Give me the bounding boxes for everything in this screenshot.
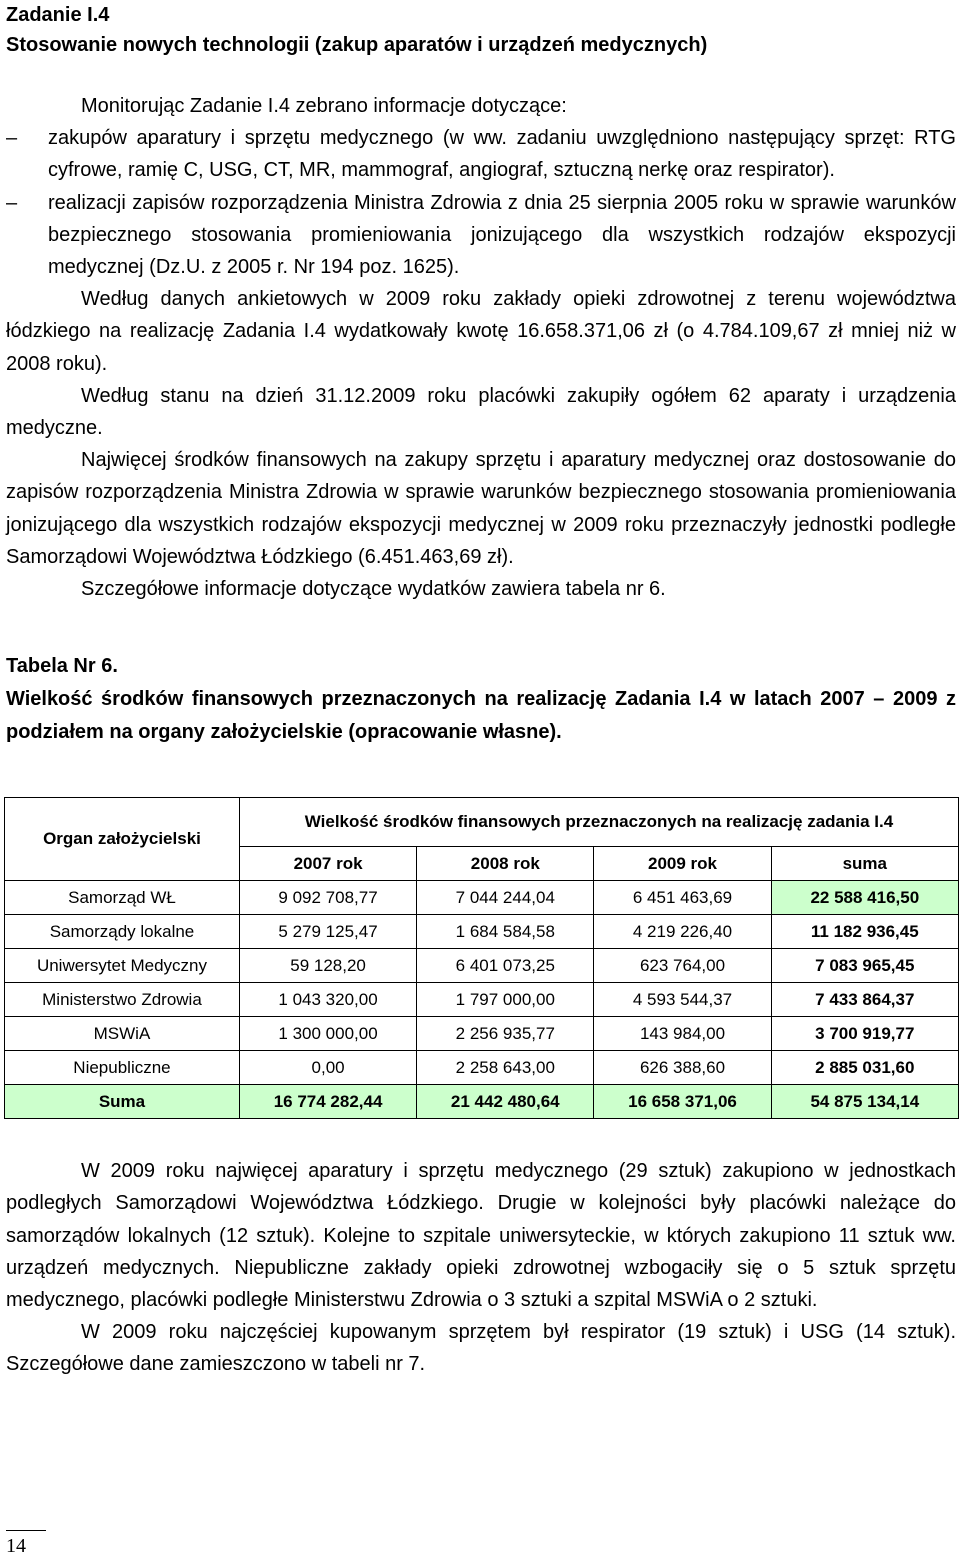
- paragraph-devices-count: Według stanu na dzień 31.12.2009 roku placówki zakupiły ogółem 62 aparaty i urządzenia medyczne.: [6, 384, 956, 440]
- column-header: 2008 rok: [417, 847, 594, 881]
- cell-sum: 3 700 919,77: [771, 1017, 958, 1051]
- paragraph-table-ref: Szczegółowe informacje dotyczące wydatków zawiera tabela nr 6.: [81, 578, 666, 601]
- cell-org: MSWiA: [5, 1017, 240, 1051]
- cell-org: Uniwersytet Medyczny: [5, 949, 240, 983]
- cell-total: 54 875 134,14: [771, 1085, 958, 1119]
- cell-total: 21 442 480,64: [417, 1085, 594, 1119]
- task-title: Zadanie I.4: [6, 4, 110, 26]
- table-caption: Wielkość środków finansowych przeznaczonych na realizację Zadania I.4 w latach 2007 – 2009 z podziałem na organy założycielskie (opracowanie własne).: [6, 688, 956, 744]
- table-row: [5, 1017, 959, 1051]
- cell-org: Ministerstwo Zdrowia: [5, 983, 240, 1017]
- cell-value: 1 300 000,00: [239, 1017, 416, 1051]
- bullet-text: realizacji zapisów rozporządzenia Ministra Zdrowia z dnia 25 sierpnia 2005 roku w sprawie warunków bezpiecznego stosowania promieniowania jonizującego dla wszystkich rodzajów ekspozycji medycznej (Dz.U. z 2005 r. Nr 194 poz. 1625).: [48, 191, 956, 279]
- table-row: [5, 1051, 959, 1085]
- cell-org: Niepubliczne: [5, 1051, 240, 1085]
- dash-marker: –: [6, 127, 18, 150]
- cell-value: 623 764,00: [594, 949, 771, 983]
- cell-value: 5 279 125,47: [239, 915, 416, 949]
- cell-total: 16 774 282,44: [239, 1085, 416, 1119]
- cell-value: 59 128,20: [239, 949, 416, 983]
- cell-value: 4 593 544,37: [594, 983, 771, 1017]
- table-row: [5, 881, 959, 915]
- paragraph-most-bought: W 2009 roku najczęściej kupowanym sprzętem był respirator (19 sztuk) i USG (14 sztuk). Szczegółowe dane zamieszczono w tabeli nr 7.: [6, 1321, 956, 1376]
- cell-sum: 22 588 416,50: [771, 881, 958, 915]
- cell-sum: 7 433 864,37: [771, 983, 958, 1017]
- table-row: [5, 949, 959, 983]
- cell-org: Samorządy lokalne: [5, 915, 240, 949]
- cell-value: 1 043 320,00: [239, 983, 416, 1017]
- document-page: [6, 0, 956, 1381]
- cell-sum: 2 885 031,60: [771, 1051, 958, 1085]
- cell-value: 7 044 244,04: [417, 881, 594, 915]
- cell-value: 1 797 000,00: [417, 983, 594, 1017]
- table-total-row: [5, 1085, 959, 1119]
- cell-value: 2 258 643,00: [417, 1051, 594, 1085]
- table-row: [5, 983, 959, 1017]
- group-header: Wielkość środków finansowych przeznaczonych na realizację zadania I.4: [239, 798, 958, 847]
- cell-value: 9 092 708,77: [239, 881, 416, 915]
- cell-value: 4 219 226,40: [594, 915, 771, 949]
- paragraph-purchases: W 2009 roku najwięcej aparatury i sprzętu medycznego (29 sztuk) zakupiono w jednostkach podległych Samorządowi Województwa Łódzkiego. Drugie w kolejności były placówki należące do samorządów lokalnych (12 sztuk). Kolejne to szpitale uniwersyteckie, w których zakupiono 11 sztuk ww. urządzeń medycznych. Niepubliczne zakłady opieki zdrowotnej wzbogaciły się o 5 sztuk sprzętu medycznego, placówki podległe Ministerstwu Zdrowia o 3 sztuki a szpital MSWiA o 2 sztuki.: [6, 1160, 956, 1312]
- paragraph-spending: Według danych ankietowych w 2009 roku zakłady opieki zdrowotnej z terenu województwa łódzkiego na realizację Zadania I.4 wydatkowały kwotę 16.658.371,06 zł (o 4.784.109,67 zł mniej niż w 2008 roku).: [6, 288, 956, 375]
- bullet-item: [6, 122, 956, 186]
- paragraph-funding: Najwięcej środków finansowych na zakupy sprzętu i aparatury medycznej oraz dostosowanie do zapisów rozporządzenia Ministra Zdrowia w sprawie warunków bezpiecznego stosowania promieniowania jonizującego dla wszystkich rodzajów ekspozycji medycznej w 2009 roku przeznaczyły jednostki podległe Samorządowi Województwa Łódzkiego (6.451.463,69 zł).: [6, 449, 956, 568]
- task-subtitle: Stosowanie nowych technologii (zakup aparatów i urządzeń medycznych): [6, 34, 708, 56]
- column-header: suma: [771, 847, 958, 881]
- cell-sum: 11 182 936,45: [771, 915, 958, 949]
- cell-value: 1 684 584,58: [417, 915, 594, 949]
- cell-value: 6 401 073,25: [417, 949, 594, 983]
- cell-value: 2 256 935,77: [417, 1017, 594, 1051]
- dash-marker: –: [6, 191, 18, 214]
- table-label: Tabela Nr 6.: [6, 655, 118, 678]
- bullet-item: [6, 187, 956, 284]
- cell-total: 16 658 371,06: [594, 1085, 771, 1119]
- org-header: Organ założycielski: [5, 798, 240, 881]
- cell-value: 143 984,00: [594, 1017, 771, 1051]
- column-header: 2007 rok: [239, 847, 416, 881]
- cell-total-label: Suma: [5, 1085, 240, 1119]
- cell-org: Samorząd WŁ: [5, 881, 240, 915]
- footer-divider: [6, 1530, 46, 1531]
- table-row: [5, 915, 959, 949]
- column-header: 2009 rok: [594, 847, 771, 881]
- cell-value: 626 388,60: [594, 1051, 771, 1085]
- bullet-text: zakupów aparatury i sprzętu medycznego (w ww. zadaniu uwzględniono następujący sprzęt: RTG cyfrowe, ramię C, USG, CT, MR, mammograf, angiograf, sztuczną nerkę oraz respirator).: [48, 127, 956, 182]
- intro-paragraph: Monitorując Zadanie I.4 zebrano informacje dotyczące:: [81, 95, 567, 117]
- page-number: 14: [6, 1535, 26, 1557]
- cell-value: 6 451 463,69: [594, 881, 771, 915]
- funding-table: [4, 797, 959, 1119]
- cell-value: 0,00: [239, 1051, 416, 1085]
- cell-sum: 7 083 965,45: [771, 949, 958, 983]
